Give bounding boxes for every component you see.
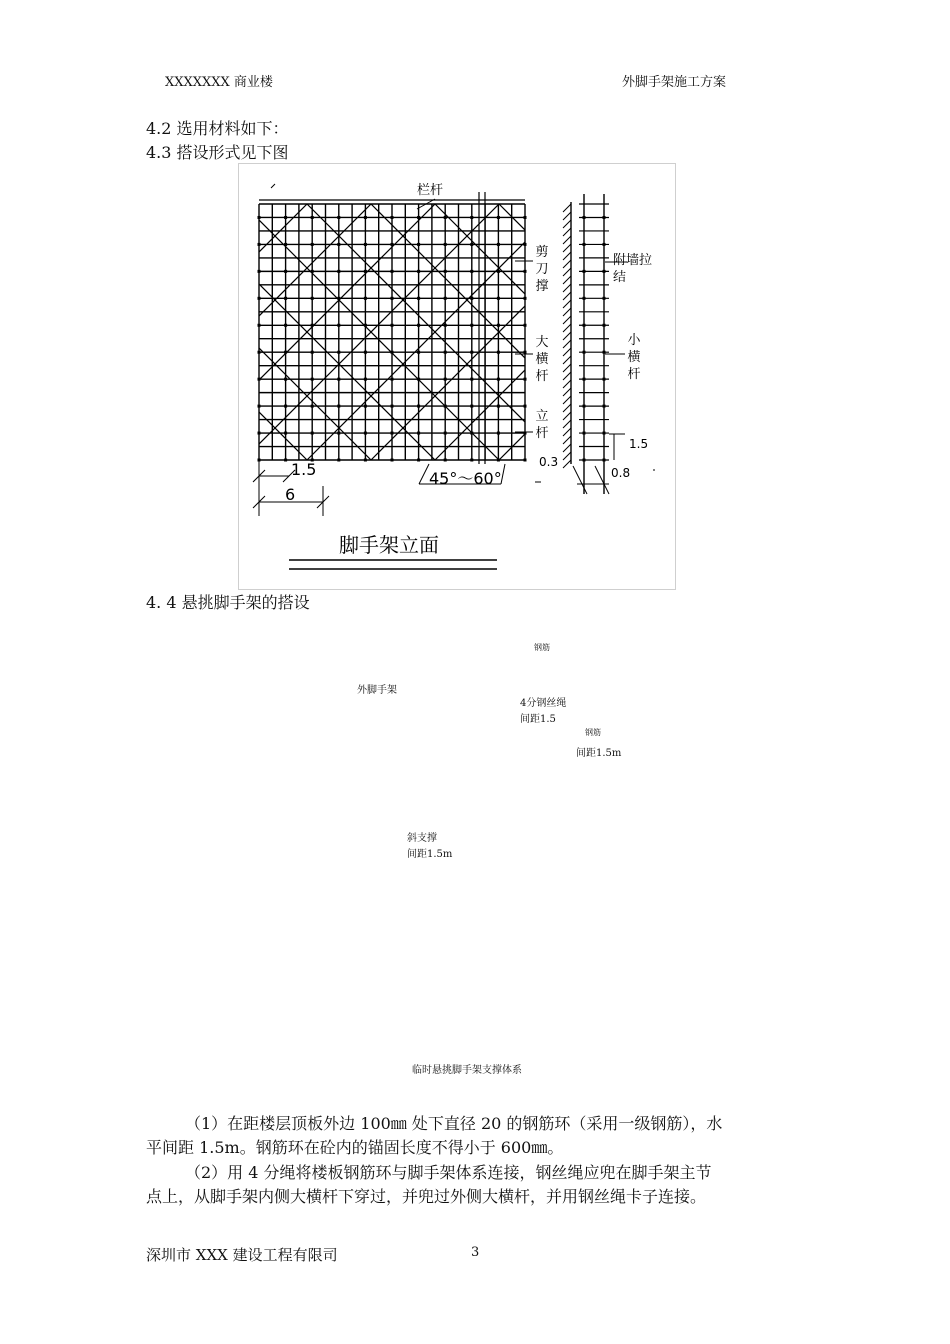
joint-clamp [603, 351, 606, 354]
joint-clamp [524, 459, 527, 462]
joint-clamp [284, 432, 287, 435]
joint-clamp [258, 405, 261, 408]
joint-clamp [258, 243, 261, 246]
fig2-caption: 临时悬挑脚手架支撑体系 [412, 1065, 522, 1076]
joint-clamp [311, 297, 314, 300]
fig2-wire-rope: 4分钢丝绳 [520, 698, 567, 709]
joint-clamp [337, 405, 340, 408]
wall-hatch [563, 228, 571, 236]
joint-clamp [470, 405, 473, 408]
joint-clamp [417, 324, 420, 327]
dim-1-5-right: 1.5 [629, 437, 649, 451]
figure1-caption: 脚手架立面 [339, 533, 439, 557]
joint-clamp [444, 324, 447, 327]
wall-hatch [563, 332, 571, 340]
joint-clamp [391, 297, 394, 300]
label-railing: 栏杆 [417, 183, 444, 198]
joint-clamp [258, 216, 261, 219]
label-wall-tie: 附墙拉结 [613, 253, 653, 285]
joint-clamp [337, 216, 340, 219]
joint-clamp [583, 378, 586, 381]
joint-clamp [583, 351, 586, 354]
joint-clamp [417, 270, 420, 273]
joint-clamp [417, 459, 420, 462]
scissor-brace [239, 204, 415, 504]
joint-clamp [583, 216, 586, 219]
wall-hatch [563, 324, 571, 332]
label-scissor-brace: 剪刀撑 [535, 245, 549, 294]
joint-clamp [497, 297, 500, 300]
joint-clamp [603, 405, 606, 408]
wall-hatch [563, 356, 571, 364]
joint-clamp [417, 297, 420, 300]
footer-company: 深圳市 XXX 建设工程有限司 [146, 1246, 338, 1264]
wall-hatch [563, 404, 571, 412]
joint-clamp [364, 432, 367, 435]
page-number: 3 [471, 1245, 480, 1260]
joint-clamp [470, 216, 473, 219]
joint-clamp [497, 378, 500, 381]
joint-clamp [524, 216, 527, 219]
joint-clamp [583, 243, 586, 246]
joint-clamp [364, 243, 367, 246]
scissor-brace [239, 204, 479, 504]
wall-hatch [563, 292, 571, 300]
wall-hatch [563, 220, 571, 228]
label-big-crossbar: 大横杆 [535, 335, 549, 384]
joint-clamp [470, 378, 473, 381]
joint-clamp [337, 351, 340, 354]
dim-angle: 45°～60° [429, 469, 502, 488]
joint-clamp [603, 297, 606, 300]
wall-hatch [563, 300, 571, 308]
joint-clamp [470, 270, 473, 273]
wall-hatch [563, 396, 571, 404]
joint-clamp [497, 405, 500, 408]
joint-clamp [284, 324, 287, 327]
section-4-4: 4. 4 悬挑脚手架的搭设 [146, 593, 310, 612]
joint-clamp [258, 297, 261, 300]
joint-clamp [583, 297, 586, 300]
joint-clamp [284, 405, 287, 408]
scissor-brace [627, 164, 675, 460]
joint-clamp [284, 216, 287, 219]
joint-clamp [603, 216, 606, 219]
joint-clamp [284, 459, 287, 462]
joint-clamp [311, 351, 314, 354]
joint-clamp [583, 270, 586, 273]
paragraph-2-line-1: （2）用 4 分绳将楼板钢筋环与脚手架体系连接，钢丝绳应兜在脚手架主节 [185, 1163, 712, 1182]
wall-hatch [563, 204, 571, 212]
joint-clamp [444, 351, 447, 354]
fig2-diagonal-brace: 斜支撑 [407, 833, 437, 844]
wall-hatch [563, 372, 571, 380]
joint-clamp [470, 324, 473, 327]
joint-clamp [603, 432, 606, 435]
joint-clamp [364, 459, 367, 462]
joint-clamp [258, 270, 261, 273]
label-upright: 立杆 [535, 409, 549, 441]
joint-clamp [311, 432, 314, 435]
joint-clamp [284, 270, 287, 273]
joint-clamp [583, 405, 586, 408]
joint-clamp [364, 297, 367, 300]
joint-clamp [364, 378, 367, 381]
dim-tick [595, 466, 609, 494]
joint-clamp [311, 405, 314, 408]
dim-tick [573, 466, 587, 494]
joint-clamp [524, 270, 527, 273]
joint-clamp [258, 432, 261, 435]
scissor-brace [239, 204, 351, 504]
joint-clamp [497, 243, 500, 246]
joint-clamp [337, 243, 340, 246]
joint-clamp [444, 432, 447, 435]
wall-hatch [563, 460, 571, 468]
scissor-brace-group [239, 164, 675, 504]
joint-clamp [337, 459, 340, 462]
wall-hatch [563, 436, 571, 444]
joint-clamp [284, 297, 287, 300]
joint-clamp [583, 324, 586, 327]
wall-hatch [563, 276, 571, 284]
wall-hatch [563, 380, 571, 388]
wall-hatch [563, 364, 571, 372]
joint-clamp [364, 216, 367, 219]
joint-clamp [583, 432, 586, 435]
wall-hatch [563, 212, 571, 220]
joint-clamp [337, 324, 340, 327]
section-4-2: 4.2 选用材料如下： [146, 119, 289, 138]
wall-hatch [563, 348, 571, 356]
joint-clamp [444, 216, 447, 219]
joint-clamp [524, 351, 527, 354]
joint-clamp [391, 459, 394, 462]
scaffold-elevation-figure [238, 163, 676, 590]
joint-clamp [603, 459, 606, 462]
joint-clamp [470, 459, 473, 462]
joint-clamp [391, 270, 394, 273]
joint-clamp [417, 243, 420, 246]
joint-clamp [417, 351, 420, 354]
wall-hatch [563, 420, 571, 428]
joint-clamp [603, 243, 606, 246]
joint-clamp [603, 378, 606, 381]
joint-clamp [311, 216, 314, 219]
joint-clamp [497, 216, 500, 219]
wall-hatch [563, 308, 571, 316]
joint-clamp [444, 243, 447, 246]
joint-clamp [524, 324, 527, 327]
joint-clamp [391, 432, 394, 435]
joint-clamp [603, 270, 606, 273]
dim-6: 6 [285, 485, 296, 504]
joint-clamp [497, 432, 500, 435]
joint-clamp [364, 351, 367, 354]
paragraph-1-line-2: 平间距 1.5m。钢筋环在砼内的锚固长度不得小于 600㎜。 [146, 1138, 564, 1157]
header-right: 外脚手架施工方案 [622, 75, 727, 90]
joint-clamp [603, 324, 606, 327]
paragraph-1-line-1: （1）在距楼层顶板外边 100㎜ 处下直径 20 的钢筋环（采用一级钢筋），水 [185, 1114, 723, 1133]
angle-side [419, 464, 429, 484]
fig2-spacing-2: 间距1.5m [576, 748, 622, 759]
joint-clamp [337, 432, 340, 435]
joint-clamp [391, 324, 394, 327]
fig2-rebar-mid: 钢筋 [585, 728, 601, 737]
joint-clamp [391, 378, 394, 381]
mark [271, 184, 275, 188]
header-left: XXXXXXX 商业楼 [165, 75, 273, 90]
dim-0-3: 0.3 [539, 455, 559, 469]
wall-hatch [563, 268, 571, 276]
joint-clamp [470, 297, 473, 300]
wall-hatch [563, 316, 571, 324]
joint-clamp [258, 324, 261, 327]
joint-clamp [524, 297, 527, 300]
label-small-crossbar: 小横杆 [627, 333, 641, 382]
wall-hatch [563, 340, 571, 348]
wall-hatch [563, 412, 571, 420]
joint-clamp [417, 432, 420, 435]
fig2-spacing-3: 间距1.5m [407, 849, 453, 860]
joint-clamp [311, 378, 314, 381]
joint-clamp [337, 270, 340, 273]
joint-clamp [470, 351, 473, 354]
wall-hatch [563, 252, 571, 260]
wall-hatch [563, 388, 571, 396]
joint-clamp [391, 405, 394, 408]
wall-hatch [563, 260, 571, 268]
wall-hatch [563, 236, 571, 244]
joint-clamp [497, 351, 500, 354]
scaffold-elevation-drawing [239, 164, 675, 589]
wall-hatch [563, 428, 571, 436]
joint-clamp [497, 324, 500, 327]
fig2-outer-scaffold: 外脚手架 [357, 685, 397, 696]
scissor-brace [239, 204, 287, 504]
wall-hatch [563, 444, 571, 452]
dim-0-8: 0.8 [611, 466, 631, 480]
joint-clamp [311, 243, 314, 246]
wall-hatch [563, 452, 571, 460]
joint-clamp [470, 243, 473, 246]
joint-clamp [524, 405, 527, 408]
fig2-rebar-top: 钢筋 [534, 643, 550, 652]
joint-clamp [524, 378, 527, 381]
joint-clamp [258, 351, 261, 354]
fig2-spacing-1: 间距1.5 [520, 714, 556, 725]
joint-clamp [444, 378, 447, 381]
joint-clamp [583, 459, 586, 462]
joint-clamp [284, 378, 287, 381]
joint-clamp [337, 378, 340, 381]
joint-clamp [444, 270, 447, 273]
joint-clamp [391, 216, 394, 219]
wall-hatch [563, 284, 571, 292]
dim-1-5-left: 1.5 [291, 460, 317, 479]
paragraph-2-line-2: 点上，从脚手架内侧大横杆下穿过，并兜过外侧大横杆，并用钢丝绳卡子连接。 [146, 1187, 707, 1206]
joint-clamp [417, 405, 420, 408]
section-4-3: 4.3 搭设形式见下图 [146, 143, 289, 162]
joint-clamp [364, 405, 367, 408]
joint-clamp [444, 459, 447, 462]
joint-clamp [444, 297, 447, 300]
wall-hatch [563, 244, 571, 252]
